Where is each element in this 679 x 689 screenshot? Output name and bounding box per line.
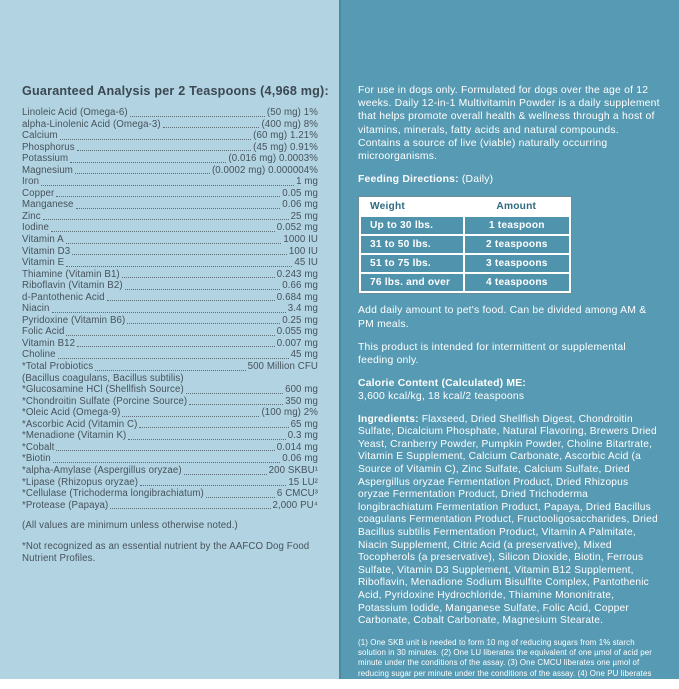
dot-leader: [66, 266, 292, 267]
nutrient-name: *Chondroitin Sulfate (Porcine Source): [22, 395, 188, 407]
nutrient-value: (0.0002 mg) 0.000004%: [211, 164, 318, 176]
analysis-row: [22, 384, 318, 396]
nutrient-name: Iron: [22, 176, 40, 188]
analysis-row: [22, 211, 318, 223]
nutrient-name: *Cobalt: [22, 441, 55, 453]
dot-leader: [60, 139, 251, 140]
nutrient-line: [22, 176, 318, 188]
nutrient-name: Vitamin A: [22, 234, 64, 246]
nutrient-line: [22, 488, 318, 500]
dot-leader: [184, 474, 267, 475]
dot-leader: [107, 300, 275, 301]
analysis-title: Guaranteed Analysis per 2 Teaspoons (4,968 mg):: [22, 84, 329, 98]
nutrient-line: [22, 315, 318, 327]
dot-leader: [56, 450, 274, 451]
nutrient-name: *Menadione (Vitamin K): [22, 430, 127, 442]
nutrient-line: [22, 222, 318, 234]
analysis-row: [22, 465, 318, 477]
nutrient-name: *Biotin: [22, 453, 51, 465]
analysis-row: [22, 153, 318, 165]
nutrient-name: Folic Acid: [22, 326, 65, 338]
nutrient-value: 0.243 mg: [276, 268, 318, 280]
calorie-content-heading: Calorie Content (Calculated) ME:: [358, 378, 527, 390]
dot-leader: [139, 427, 288, 428]
dot-leader: [66, 243, 282, 244]
unit-definitions-footnote: (1) One SKB unit is needed to form 10 mg of reducing sugars from 1% starch solution in 30 minutes. (2) One LU liberates the equivalent of one µmol of acid per minute under the conditions of the assay. (3) One CMCU liberates one µmol of reducing sugar per minute under the conditions of the assay. (4) One PU liberates one microgram of tyrosine per hour under the conditions of the assay.: [358, 637, 652, 688]
feeding-directions-label: Feeding Directions:: [358, 174, 459, 186]
nutrient-line: [22, 326, 318, 338]
analysis-row: [22, 176, 318, 188]
analysis-row: [22, 326, 318, 338]
dot-leader: [127, 323, 280, 324]
amount-cell: 1 teaspoon: [465, 217, 569, 234]
nutrient-value: (400 mg) 8%: [261, 118, 318, 130]
nutrient-value: 0.06 mg: [282, 199, 318, 211]
nutrient-value: 200 SKBU¹: [268, 464, 318, 476]
nutrient-value: 600 mg: [285, 384, 318, 396]
add-to-food-note: Add daily amount to pet's food. Can be divided among AM & PM meals.: [358, 305, 647, 330]
nutrient-line: [22, 477, 318, 489]
analysis-row: [22, 107, 318, 119]
analysis-row: [22, 477, 318, 489]
nutrient-name: Thiamine (Vitamin B1): [22, 268, 120, 280]
nutrient-name: Potassium: [22, 153, 69, 165]
nutrient-line: [22, 211, 318, 223]
feeding-table-row: [361, 217, 569, 234]
amount-cell: 2 teaspoons: [465, 236, 569, 253]
nutrient-line: [22, 442, 318, 454]
analysis-row: [22, 430, 318, 442]
nutrient-value: 15 LU²: [288, 476, 318, 488]
nutrient-line: [22, 465, 318, 477]
nutrient-line: [22, 303, 318, 315]
nutrient-line: [22, 292, 318, 304]
nutrient-name: Copper: [22, 187, 55, 199]
dot-leader: [95, 370, 245, 371]
feeding-table-row: [361, 255, 569, 272]
analysis-row: [22, 419, 318, 431]
nutrient-name: Zinc: [22, 210, 41, 222]
usage-intro: For use in dogs only. Formulated for dogs over the age of 12 weeks. Daily 12-in-1 Multivitamin Powder is a daily supplement that helps promote overall health & wellness through a host of vitamins, minerals, fatty acids and natural compounds. Contains a source of live (viable) naturally occurring microorganisms.: [358, 85, 660, 163]
nutrient-value: 0.3 mg: [287, 430, 318, 442]
nutrient-value: 500 Million CFU: [247, 361, 318, 373]
nutrient-name: d-Pantothenic Acid: [22, 291, 105, 303]
analysis-row: [22, 119, 318, 131]
dot-leader: [56, 196, 280, 197]
nutrient-line: [22, 500, 318, 512]
feeding-table-header: [361, 199, 569, 215]
nutrient-line: [22, 338, 318, 350]
nutrient-line: [22, 280, 318, 292]
weight-cell: 51 to 75 lbs.: [361, 255, 463, 272]
intermittent-feeding-note: This product is intended for intermittent or supplemental feeding only.: [358, 341, 626, 367]
nutrient-name: Vitamin E: [22, 257, 65, 269]
nutrient-name: *Lipase (Rhizopus oryzae): [22, 476, 139, 488]
nutrient-line: [22, 153, 318, 165]
ingredients-text: Flaxseed, Dried Shellfish Digest, Chondroitin Sulfate, Dicalcium Phosphate, Natural Flavoring, Brewers Dried Yeast, Cranberry Powder, Pumpkin Powder, Choline Bitartrate, Vitamin E Supplement, Calcium Carbonate, Ascorbic Acid (a Source of Vitamin C), Zinc Sulfate, Calcium Sulfate, Dried Aspergillus oryzae Fermentation Product, Dried Rhizopus oryzae Fermentation Product, Dried Trichoderma longibrachiatum Fermentation Product, Papaya, Dried Bacillus coagulans Fermentation Product, Fructooligosaccharides, Dried Bacillus subtilis Fermentation Product, Vitamin A Palmitate, Niacin Supplement, Citric Acid (a preservative), Mixed Tocopherols (a preservative), Silicon Dioxide, Biotin, Ferrous Sulfate, Vitamin D3 Supplement, Vitamin B12 Supplement, Riboflavin, Menadione Sodium Bisulfite Complex, Pantothenic Acid, Pyridoxine Hydrochloride, Thiamine Mononitrate, Potassium Iodide, Manganese Sulfate, Folic Acid, Copper Carbonate, Cobalt Carbonate, Magnesium Stearate.: [358, 413, 658, 627]
nutrient-name: Pyridoxine (Vitamin B6): [22, 314, 126, 326]
nutrient-name: Riboflavin (Vitamin B2): [22, 280, 123, 292]
analysis-row: [22, 165, 318, 177]
analysis-row: [22, 442, 318, 454]
dot-leader: [128, 439, 285, 440]
nutrient-value: 350 mg: [285, 395, 318, 407]
nutrient-value: (100 mg) 2%: [261, 407, 318, 419]
dot-leader: [41, 185, 294, 186]
nutrient-name: *Total Probiotics: [22, 361, 94, 373]
nutrient-value: (45 mg) 0.91%: [253, 141, 318, 153]
nutrient-value: 0.014 mg: [276, 441, 318, 453]
dot-leader: [66, 335, 274, 336]
analysis-row: [22, 234, 318, 246]
nutrient-name: alpha-Linolenic Acid (Omega-3): [22, 118, 161, 130]
analysis-row: [22, 315, 318, 327]
nutrient-value: 0.684 mg: [276, 291, 318, 303]
dot-leader: [51, 231, 275, 232]
nutrient-value: 45 mg: [290, 349, 318, 361]
analysis-row: [22, 453, 318, 465]
ingredients-label: Ingredients:: [358, 413, 419, 425]
nutrient-line: [22, 234, 318, 246]
nutrient-line: [22, 407, 318, 419]
nutrient-line: [22, 165, 318, 177]
nutrient-name: *alpha-Amylase (Aspergillus oryzae): [22, 464, 182, 476]
nutrient-name: Iodine: [22, 222, 49, 234]
guaranteed-analysis-panel: [0, 0, 341, 679]
nutrient-line: [22, 269, 318, 281]
dot-leader: [43, 219, 289, 220]
analysis-row: [22, 222, 318, 234]
nutrient-value: 2,000 PU⁴: [272, 499, 318, 511]
nutrient-name: Vitamin B12: [22, 337, 76, 349]
dot-leader: [76, 208, 281, 209]
aafco-note: *Not recognized as an essential nutrient by the AAFCO Dog Food Nutrient Profiles.: [22, 541, 310, 564]
nutrient-value: (60 mg) 1.21%: [253, 130, 318, 142]
feeding-table-body: [361, 217, 569, 291]
dot-leader: [53, 462, 281, 463]
analysis-row: [22, 361, 318, 384]
ingredients-paragraph: [358, 414, 660, 628]
dot-leader: [122, 416, 259, 417]
analysis-row: [22, 188, 318, 200]
nutrient-line: [22, 453, 318, 465]
analysis-row: [22, 500, 318, 512]
nutrient-name: Linoleic Acid (Omega-6): [22, 107, 128, 118]
dot-leader: [72, 254, 287, 255]
nutrient-subtext: (Bacillus coagulans, Bacillus subtilis): [22, 372, 184, 384]
amount-cell: 4 teaspoons: [465, 274, 569, 291]
nutrient-line: [22, 107, 318, 119]
nutrient-value: 0.055 mg: [276, 326, 318, 338]
nutrient-value: 0.05 mg: [282, 187, 318, 199]
nutrient-value: 45 IU: [294, 257, 318, 269]
calorie-content-value: 3,600 kcal/kg, 18 kcal/2 teaspoons: [358, 391, 525, 403]
nutrient-line: [22, 188, 318, 200]
dot-leader: [130, 116, 265, 117]
nutrient-line: [22, 419, 318, 431]
nutrient-value: 100 IU: [288, 245, 318, 257]
weight-column-header: Weight: [370, 201, 405, 213]
weight-cell: Up to 30 lbs.: [361, 217, 463, 234]
analysis-row: [22, 407, 318, 419]
nutrient-line: [22, 199, 318, 211]
analysis-row: [22, 280, 318, 292]
dot-leader: [163, 127, 260, 128]
nutrient-line: [22, 396, 318, 408]
nutrient-name: *Cellulase (Trichoderma longibrachiatum): [22, 488, 204, 500]
dot-leader: [77, 150, 251, 151]
analysis-row: [22, 338, 318, 350]
analysis-list: [22, 107, 318, 511]
dot-leader: [77, 346, 275, 347]
nutrient-name: Calcium: [22, 130, 58, 142]
dot-leader: [206, 497, 275, 498]
nutrient-value: (0.016 mg) 0.0003%: [228, 153, 318, 165]
analysis-row: [22, 396, 318, 408]
analysis-row: [22, 199, 318, 211]
nutrient-value: 1000 IU: [283, 234, 318, 246]
nutrient-value: 65 mg: [290, 418, 318, 430]
nutrient-value: 0.06 mg: [282, 453, 318, 465]
nutrient-name: Magnesium: [22, 164, 73, 176]
nutrient-value: 3.4 mg: [287, 303, 318, 315]
analysis-row: [22, 349, 318, 361]
dot-leader: [122, 277, 275, 278]
nutrient-name: *Oleic Acid (Omega-9): [22, 407, 121, 419]
nutrient-line: [22, 119, 318, 131]
nutrient-value: 0.007 mg: [276, 337, 318, 349]
weight-cell: 76 lbs. and over: [361, 274, 463, 291]
dot-leader: [186, 393, 283, 394]
feeding-directions-frequency: (Daily): [458, 174, 494, 186]
dot-leader: [70, 162, 226, 163]
analysis-row: [22, 130, 318, 142]
dot-leader: [58, 358, 289, 359]
feeding-table: [358, 196, 572, 294]
nutrient-line: [22, 142, 318, 154]
dot-leader: [75, 173, 210, 174]
nutrient-line: [22, 361, 318, 373]
nutrient-line: [22, 384, 318, 396]
weight-cell: 31 to 50 lbs.: [361, 236, 463, 253]
dot-leader: [52, 312, 286, 313]
analysis-row: [22, 488, 318, 500]
nutrient-value: 25 mg: [290, 210, 318, 222]
analysis-row: [22, 142, 318, 154]
nutrient-value: 6 CMCU³: [276, 488, 318, 500]
dot-leader: [140, 485, 286, 486]
nutrient-value: 0.25 mg: [282, 314, 318, 326]
nutrient-line: [22, 257, 318, 269]
nutrient-name: Choline: [22, 349, 56, 361]
nutrient-line: [22, 130, 318, 142]
feeding-directions-heading: [358, 173, 660, 186]
analysis-row: [22, 257, 318, 269]
nutrient-value: 1 mg: [296, 176, 318, 188]
analysis-row: [22, 246, 318, 258]
amount-column-header: Amount: [496, 201, 537, 213]
nutrient-name: Niacin: [22, 303, 50, 315]
nutrient-line: [22, 246, 318, 258]
nutrient-line: [22, 349, 318, 361]
dot-leader: [125, 289, 281, 290]
nutrient-value: 0.052 mg: [276, 222, 318, 234]
nutrient-name: Vitamin D3: [22, 245, 71, 257]
analysis-row: [22, 269, 318, 281]
minimum-values-note: (All values are minimum unless otherwise noted.): [22, 520, 238, 532]
nutrient-name: *Glucosamine HCl (Shellfish Source): [22, 384, 184, 396]
dot-leader: [110, 508, 270, 509]
dot-leader: [189, 404, 283, 405]
feeding-table-row: [361, 236, 569, 253]
nutrient-name: Phosphorus: [22, 141, 75, 153]
feeding-table-row: [361, 274, 569, 291]
amount-cell: 3 teaspoons: [465, 255, 569, 272]
nutrient-line: [22, 430, 318, 442]
calorie-content-block: [358, 377, 660, 403]
nutrient-name: *Ascorbic Acid (Vitamin C): [22, 418, 138, 430]
analysis-row: [22, 303, 318, 315]
nutrient-name: *Protease (Papaya): [22, 499, 109, 511]
directions-panel: [341, 0, 679, 688]
nutrient-value: (50 mg) 1%: [266, 107, 318, 118]
nutrient-name: Manganese: [22, 199, 74, 211]
nutrient-value: 0.66 mg: [282, 280, 318, 292]
analysis-row: [22, 292, 318, 304]
